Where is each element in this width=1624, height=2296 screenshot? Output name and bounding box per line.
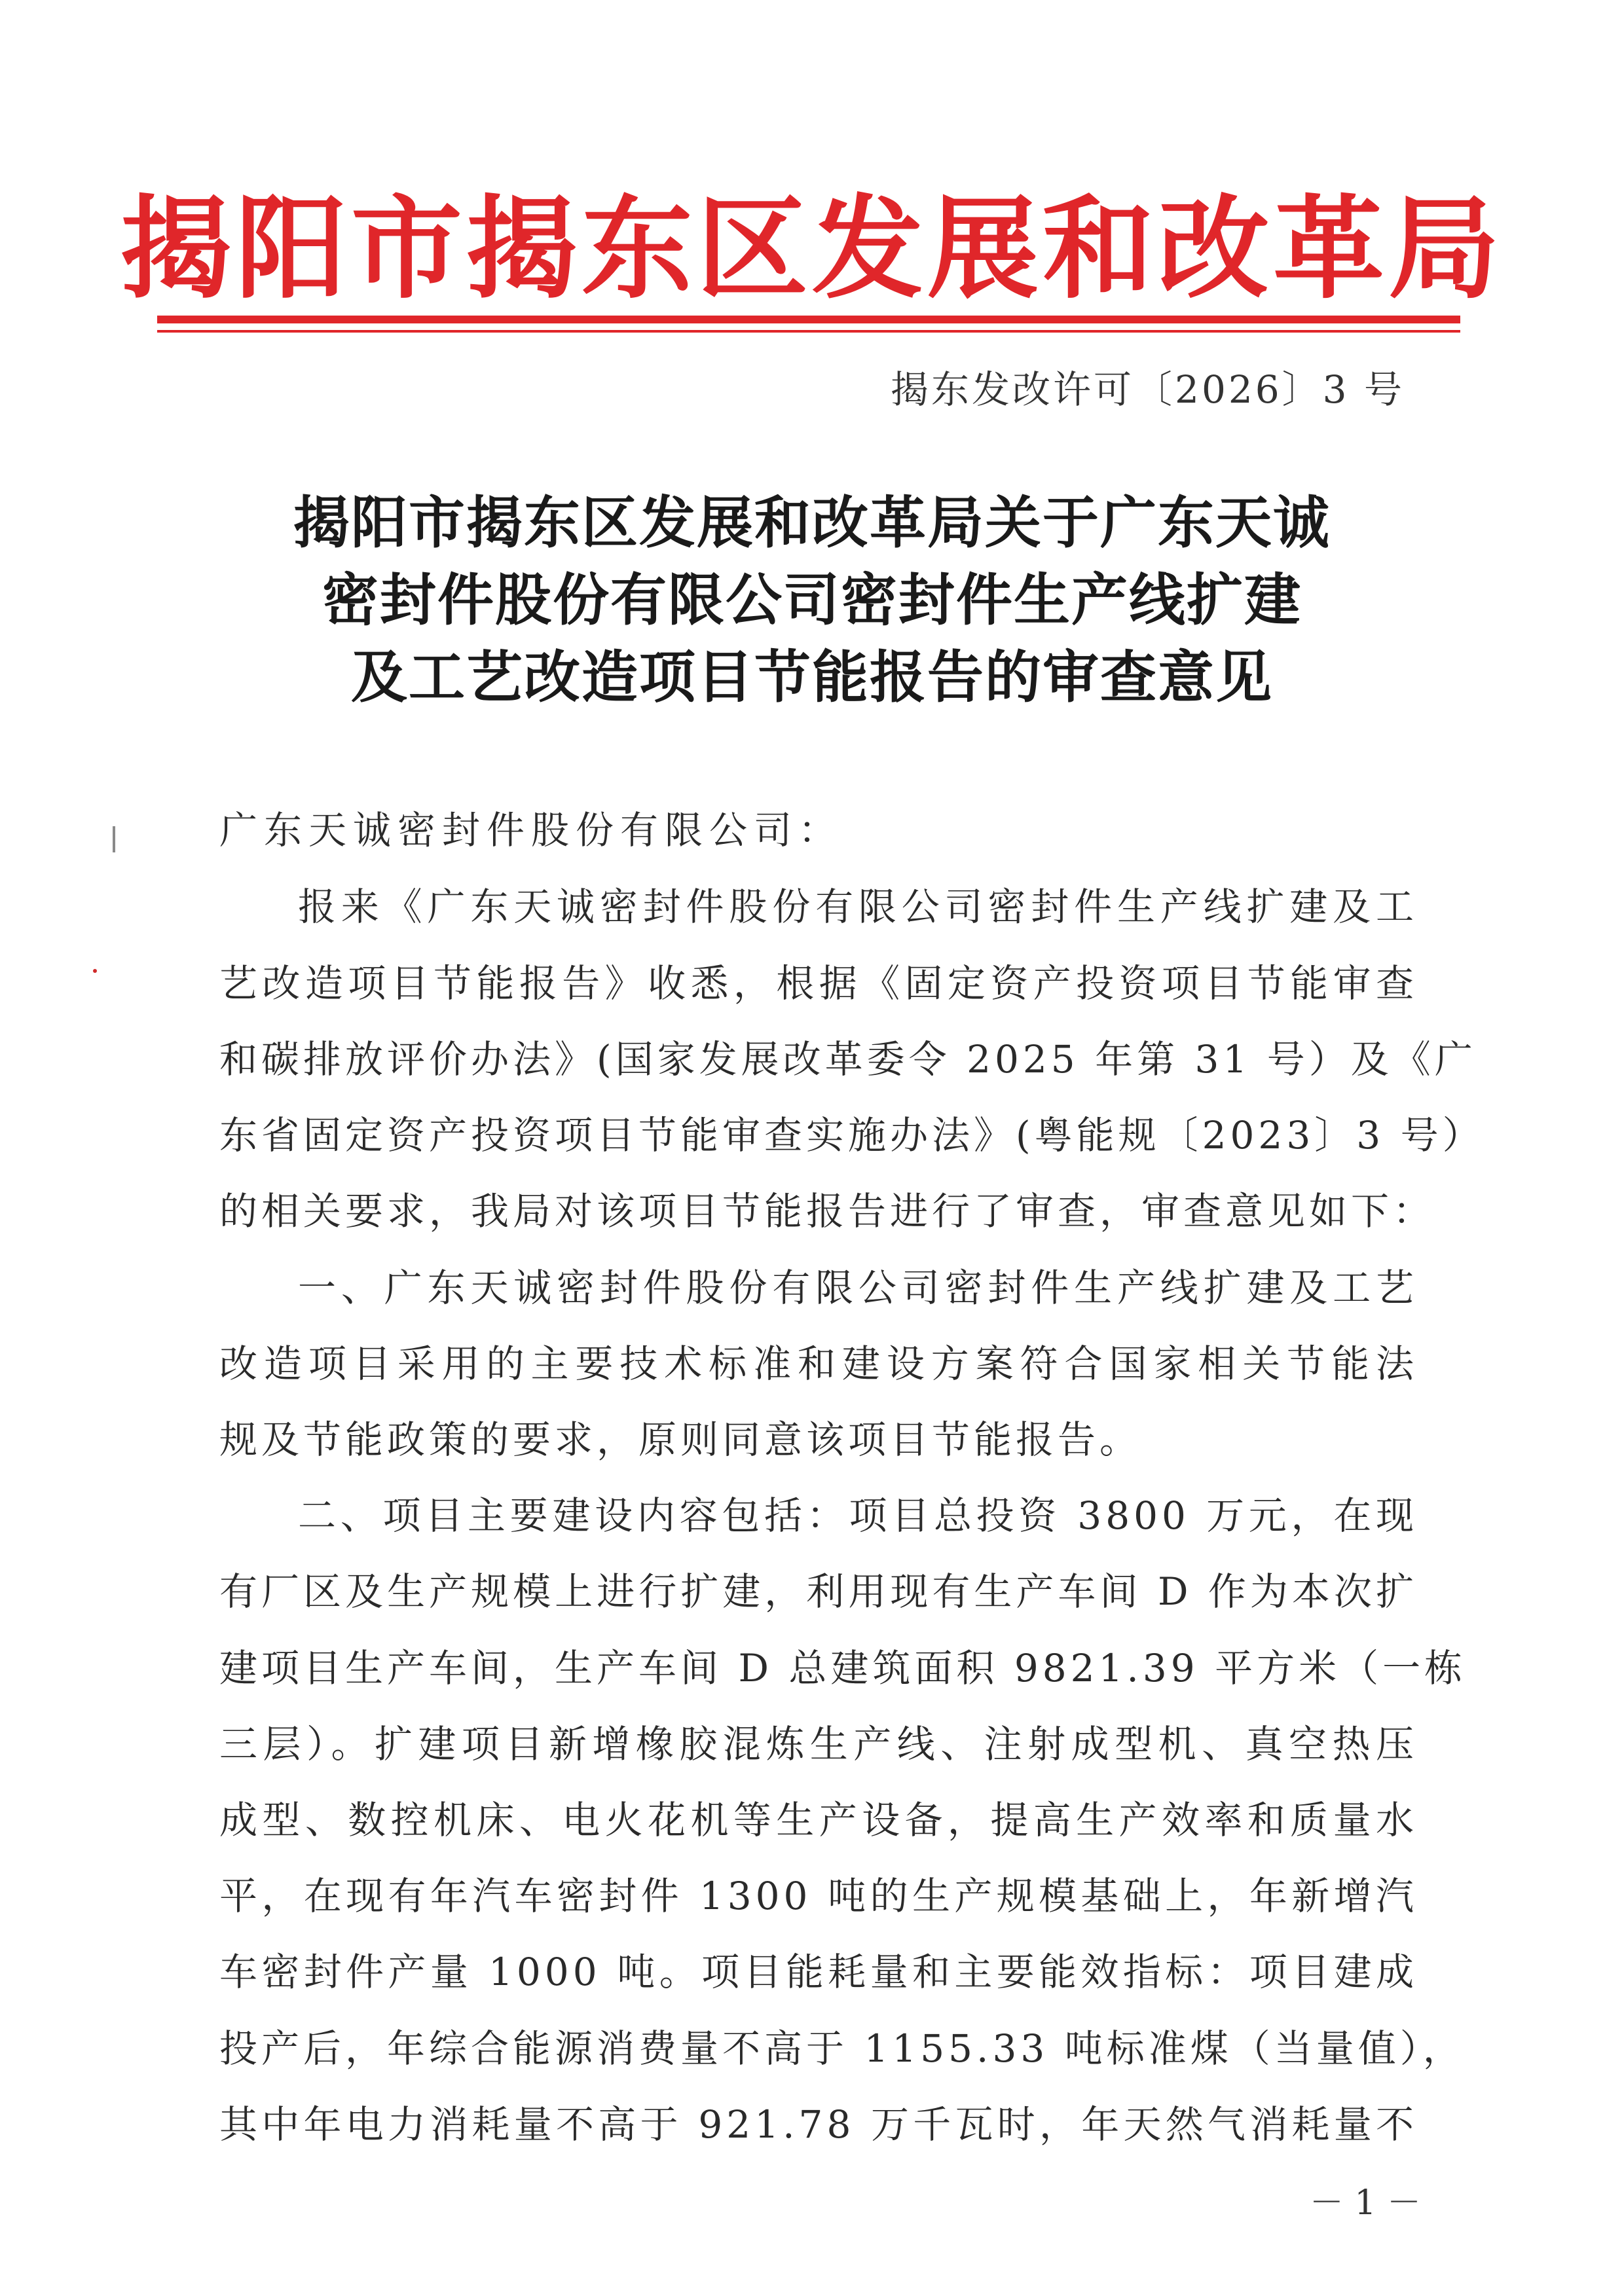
- paragraph-line: 和碳排放评价办法》(国家发展改革委令 2025 年第 31 号）及《广: [219, 1037, 1477, 1082]
- paragraph-line: 改造项目采用的主要技术标准和建设方案符合国家相关节能法: [219, 1341, 1418, 1386]
- paragraph-line: 建项目生产车间，生产车间 D 总建筑面积 9821.39 平方米（一栋: [219, 1646, 1467, 1690]
- paragraph-line: 东省固定资产投资项目节能审查实施办法》(粤能规〔2023〕3 号）: [219, 1113, 1485, 1157]
- paragraph-line: 投产后，年综合能源消费量不高于 1155.33 吨标准煤（当量值），: [219, 2026, 1465, 2071]
- paragraph-line: 的相关要求，我局对该项目节能报告进行了审查，审查意见如下：: [219, 1189, 1435, 1233]
- document-number: 揭东发改许可〔2026〕3 号: [891, 367, 1405, 412]
- paragraph-line: 成型、数控机床、电火花机等生产设备，提高生产效率和质量水: [219, 1798, 1418, 1842]
- paragraph-line: 规及节能政策的要求，原则同意该项目节能报告。: [219, 1417, 1142, 1462]
- paragraph-line: 三层）。扩建项目新增橡胶混炼生产线、注射成型机、真空热压: [219, 1722, 1418, 1766]
- document-title: [216, 484, 1408, 716]
- scan-artifact: [113, 826, 115, 852]
- title-line: 揭阳市揭东区发展和改革局关于广东天诚: [293, 490, 1331, 556]
- title-line: 及工艺改造项目节能报告的审查意见: [351, 644, 1273, 710]
- letterhead-rule-thick: [157, 316, 1460, 323]
- paragraph-line: 平，在现有年汽车密封件 1300 吨的生产规模基础上，年新增汽: [219, 1874, 1418, 1918]
- issuer-letterhead: 揭阳市揭东区发展和改革局: [120, 183, 1504, 314]
- paragraph-line: 报来《广东天诚密封件股份有限公司密封件生产线扩建及工: [298, 884, 1418, 929]
- paragraph-line: 艺改造项目节能报告》收悉，根据《固定资产投资项目节能审查: [219, 961, 1418, 1006]
- paragraph-line: 二、项目主要建设内容包括：项目总投资 3800 万元，在现: [298, 1493, 1418, 1538]
- letterhead-rule-thin: [157, 330, 1460, 333]
- paragraph-line: 其中年电力消耗量不高于 921.78 万千瓦时，年天然气消耗量不: [219, 2102, 1418, 2147]
- paragraph-line: 车密封件产量 1000 吨。项目能耗量和主要能效指标：项目建成: [219, 1950, 1418, 1994]
- paragraph-line: 一、广东天诚密封件股份有限公司密封件生产线扩建及工艺: [298, 1266, 1418, 1310]
- scan-artifact: [93, 969, 97, 973]
- page-number: － 1 －: [1309, 2183, 1421, 2223]
- paragraph-line: 有厂区及生产规模上进行扩建，利用现有生产车间 D 作为本次扩: [219, 1569, 1418, 1614]
- addressee: 广东天诚密封件股份有限公司：: [219, 808, 843, 852]
- title-line: 密封件股份有限公司密封件生产线扩建: [322, 567, 1302, 633]
